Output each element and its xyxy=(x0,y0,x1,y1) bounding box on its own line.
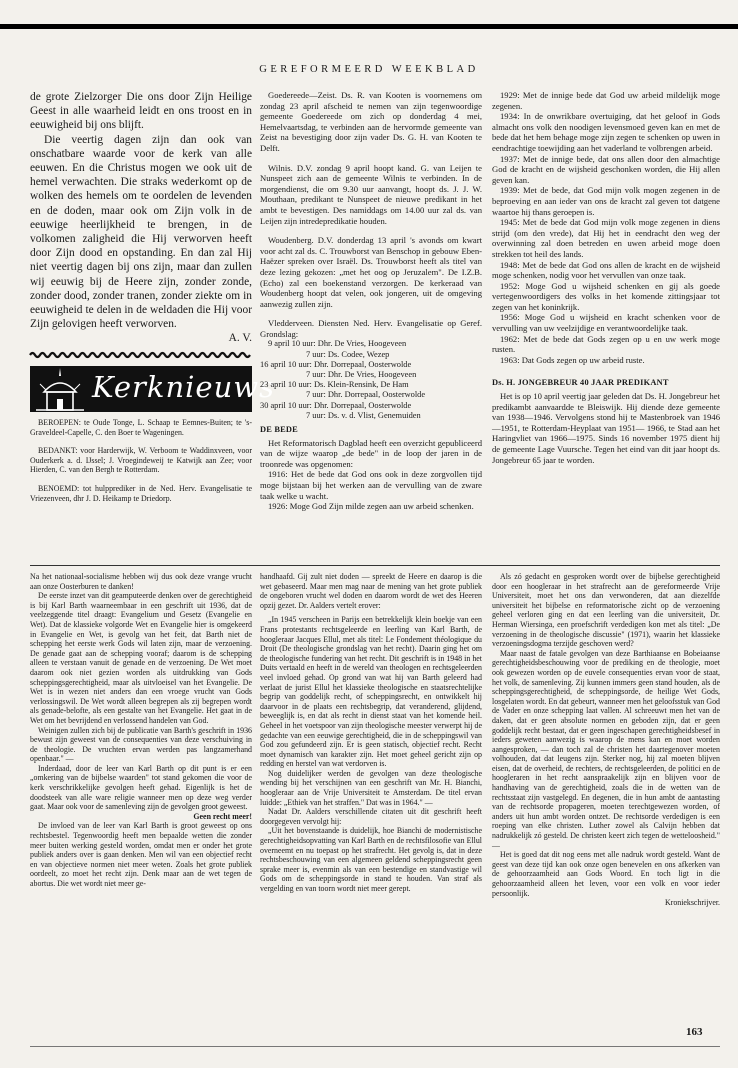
meditation-signature: A. V. xyxy=(228,332,252,345)
bede-entry: 1962: Met de bede dat Gods zegen op u en uw werk moge rusten. xyxy=(492,333,720,355)
chronicle-column-2 xyxy=(260,572,482,894)
church-news-column xyxy=(260,90,482,512)
jubilee-heading: Ds. H. JONGEBREUR 40 JAAR PREDIKANT xyxy=(492,378,669,388)
chronicle-paragraph: „Uit het bovenstaande is duidelijk, hoe Bianchi de modernistische gerechtigheidsopvatting van Karl Barth en de rechtsfilosofie van Ellul overneemt en nu toepast op het strafrecht. Het gevolg is, dat in deze rechtsbeschouwing van een algemeen geldend scheppingsrecht geen sprake meer is, evenmin als van een bestendige en standvastige wil Gods om de scheppingsorde in stand te houden. Van straf als vergelding en van toorn wordt niet meer gerept. xyxy=(260,826,482,893)
bede-paragraph: 1926: Moge God Zijn milde zegen aan uw arbeid schenken. xyxy=(268,501,474,512)
kerknieuws-item: BENOEMD: tot hulpprediker in de Ned. Herv. Evangelisatie te Vriezenveen, dhr J. D. Heikamp te Driedorp. xyxy=(30,483,252,503)
bede-paragraph: Het Reformatorisch Dagblad heeft een overzicht gepubliceerd van de wijze waarop „de bede" in de loop der jaren in de troonrede was opgenomen: xyxy=(260,437,482,469)
chronicle-paragraph: De invloed van de leer van Karl Barth is groot geweest op ons rechtsbestel. Tegenwoordig heeft men bepaalde wetten die zonder meer buiten werking gesteld worden, omdat men er onder het grote publiek anders over is gaan denken. Men wil van een objectief recht en van objectieve normen niet meer weten. Zoals het grote publiek oordeelt, zo moet het recht zijn. Denk maar aan de wet tegen de abortus. Die wet wordt niet meer ge- xyxy=(30,821,252,888)
chronicle-paragraph: Weinigen zullen zich bij de publicatie van Barth's geschrift in 1936 bewust zijn geweest van de consequenties van deze verschuiving in de theologie. De vruchten ervan werden pas langzamerhand openbaar." — xyxy=(30,725,252,764)
schedule-line: 7 uur: Ds. v. d. Vlist, Genemuiden xyxy=(306,410,421,420)
bede-list-column xyxy=(492,90,720,465)
bede-entry: 1945: Met de bede dat God mijn volk moge zegenen in diens strijd (om den vrede), dat Hij het in eendracht den weg der overwinning zal doen betreden en uwen arbeid moge doen strekken tot heil des lands. xyxy=(492,217,720,259)
page-number: 163 xyxy=(686,1026,703,1038)
bede-entry: 1948: Met de bede dat God ons allen de kracht en de wijsheid moge schenken, nodig voor het vervullen van onze taak. xyxy=(492,259,720,281)
chronicle-paragraph: „In 1945 verscheen in Parijs een betrekkelijk klein boekje van een Frans protestants rechtsgeleerde en leerling van Karl Barth, de hoogleraar Jacques Ellul, met als titel: Le Fondement théologique du Droit (De theologische grondslag van het recht). Daarin ging het om de theologische fundering van het recht. Dit geschrift is in 1948 in het Duits vertaald en heeft in de wereld van theologen en rechtsgeleerden veel invloed gehad. Op grond van wat hij van Barth geleerd had verlaat de jurist Ellul het klassieke theologische en staatsrechtelijke begrip van goddelijk recht, of scheppingsrecht, en ontwikkelt hij daarvoor in de plaats een rechtsbegrip, dat veranderend, glijdend, beweeglijk is, en dat als recht in dienst staat van het komende heil. Geheel in het voetspoor van zijn theologische meester verwerpt hij de gedachte van een eeuwige gerechtigheid, die in de scheppingswil van God zou gefundeerd zijn. Er is geen statisch, objectief recht. Recht moet dynamisch van karakter zijn. Het moet geheel gericht zijn op redding en herstel van wat verdorven is. xyxy=(260,615,482,769)
meditation-paragraph: Die veertig dagen zijn dan ook van onschatbare waarde voor de kerk van alle eeuwen. En die Christus mogen we ook uit de hemel verwachten. Die straks wederkomt op de wolken des hemels om te oordelen de levenden en de doden, maar ook om Zijn volk in de eeuwige heerlijkheid te brengen, in de volkomen zaligheid die Hij verworven heeft door Zijn dood en opstanding. En dan zal Hij niet veertig dagen bij ons zijn, maar dan zullen wij eeuwig bij de Heere zijn, zonder zonde, zonder dood, zonder tranen, zonder ziekte om in eeuwigheid te delen in de weldaden die Hij voor Zijn gelovigen heeft verworven. xyxy=(30,133,252,331)
chronicle-paragraph: Nog duidelijker werden de gevolgen van deze theologische wending bij het verschijnen van een geschrift van Mr. H. Bianchi, hoogleraar aan de Vrije Universiteit te Amsterdam. De titel ervan luidde: „Ethiek van het straffen." Dat was in 1964." — xyxy=(260,768,482,807)
bede-paragraph: 1916: Het de bede dat God ons ook in deze zorgvollen tijd moge bijstaan bij het werken aan de vervulling van de zware taak welke u wacht. xyxy=(260,469,482,501)
kerknieuws-item: BEROEPEN: te Oude Tonge, L. Schaap te Eemnes-Buiten; te 's-Graveldeel-Capelle, C. den Boer te Wageningen. xyxy=(30,418,252,437)
church-icon xyxy=(32,366,88,412)
schedule-line: 7 uur: Dhr. De Vries, Hoogeveen xyxy=(306,370,417,380)
chronicle-subheading: Geen recht meer! xyxy=(193,811,252,821)
page-header: GEREFORMEERD WEEKBLAD xyxy=(259,64,479,75)
schedule-line: 30 april 10 uur: Dhr. Dorrepaal, Oosterwolde xyxy=(260,400,412,410)
schedule-line: 16 april 10 uur: Dhr. Dorrepaal, Oosterwolde xyxy=(260,359,412,369)
kerknieuws-logo xyxy=(30,366,275,412)
schedule-line: 9 april 10 uur: Dhr. De Vries, Hoogeveen xyxy=(268,339,407,349)
bede-entry: 1956: Moge God u wijsheid en kracht schenken voor de vervulling van uw veelzijdige en verantwoordelijke taak. xyxy=(492,312,720,334)
chronicle-paragraph: Nadat Dr. Aalders verschillende citaten uit dit geschrift heeft doorgegeven vervolgt hij: xyxy=(260,807,482,826)
news-vledderveen: Vledderveen. Diensten Ned. Herv. Evangelisatie op Geref. Grondslag: xyxy=(260,318,482,339)
chronicle-paragraph: Na het nationaal-socialisme hebben wij dus ook deze vrange vrucht aan onze Oosterburen te danken! xyxy=(30,572,252,591)
schedule-line: 23 april 10 uur: Ds. Klein-Rensink, De Ham xyxy=(260,380,409,390)
chronicle-paragraph: De eerste inzet van dit geamputeerde denken over de gerechtigheid is bij Karl Barth waarneembaar in een geschrift uit 1936, dat de veelzeggende titel draagt: Evangelium und Gesetz (Evangelie en Wet). Dat de klassieke volgorde Wet en Evangelie hier is omgekeerd in Evangelie en Wet, is gevolg van het feit, dat Barth niet de schepping het eerste werk Gods wil laten zijn, maar de verzoening. De genade gaat aan de schepping vooraf; daarom is de schepping alleen te verstaan vanuit de genade en de verzoening. De Wet moet daarom ook niet gezien worden als uitdrukking van Gods scheppingsgerechtigheid, maar als uitvloeisel van het Evangelie. De Wet is in wezen niet anders dan een vroege vrucht van Gods verlossingswil. De Wet wordt alleen begrepen als zij begrepen wordt als genade-belofte, als een gestalte van het Evangelie. Het gaat in de Wet om het bevrijdend en verlossend handelen van God. xyxy=(30,591,252,725)
kerknieuws-column xyxy=(30,418,252,503)
service-schedule xyxy=(260,339,482,421)
kerknieuws-logo-text: Kerknieuws xyxy=(92,370,275,404)
jubilee-paragraph: Het is op 10 april veertig jaar geleden dat Ds. H. Jongebreur het predikambt aanvaardde te Bleiswijk. Hij diende deze gemeente van 1938—1946. Vervolgens stond hij te Mastenbroek van 1946—1951, te Rotterdam-Heyplaat van 1951— 1966, te Stad aan het Haringvliet van 1966—1975. Sinds 16 november 1975 dient hij de gemeente Lage Vuursche. Tegen het eind van dit jaar hoopt ds. Jongebreur 65 jaar te worden. xyxy=(492,391,720,465)
bede-entry: 1934: In de onwrikbare overtuiging, dat het geloof in Gods almacht ons volk den noodigen levensmoed geven kan en met de bede dat het hem behage moge zijn zegen te schenken op uwen in eendrachtige toewijding aan het vaderland te volbrengen arbeid. xyxy=(492,111,720,153)
bede-entry: 1952: Moge God u wijsheid schenken en gij als goede vertegenwoordigers des volks in het komende zittingsjaar tot zegen van het koninkrijk. xyxy=(492,280,720,312)
wavy-divider xyxy=(30,351,252,359)
bede-heading: DE BEDE xyxy=(260,425,298,435)
chronicle-paragraph: Inderdaad, door de leer van Karl Barth op dit punt is er een „omkering van de bijbelse waarden" tot stand gekomen die voor de kerk verschrikkelijke gevolgen heeft gehad. Eigenlijk is het de doodsteek van alle ware religie wanneer men op deze weg verder gaat. Maar ook voor de samenleving zijn de gevolgen groot geweest. xyxy=(30,763,252,812)
bede-entry: 1939: Met de bede, dat God mijn volk mogen zegenen in de beproeving en aan ieder van ons de kracht zal geven tot datgene waartoe hij thans geroepen is. xyxy=(492,185,720,217)
top-rule xyxy=(0,24,738,29)
news-wilnis: Wilnis. D.V. zondag 9 april hoopt kand. G. van Leijen te Nunspeet zich aan de gemeente Wilnis te verbinden. In de morgendienst, die om 9.30 uur aanvangt, hoopt ds. J. J. W. Mouthaan, predikant te Nunspeet de nieuwe predikant in het ambt te bevestigen. Des namiddags om 14.00 uur zal ds. van Leijen zijn intredepredikatie houden. xyxy=(260,162,482,226)
news-woudenberg: Woudenberg. D.V. donderdag 13 april 's avonds om kwart voor acht zal ds. C. Trouwborst van Benschop in gebouw Eben-Haëzer spreken over Israël. Ds. Trouwborst heeft als titel van deze lezing gekozen: „met het oog op Jeruzalem". De I.Z.B. (Echo) zal een boekenstand verzorgen. De kerkeraad van Woudenberg hoopt dat velen, ook jongeren, uit de omgeving aanwezig zullen zijn. xyxy=(260,235,482,309)
chronicle-paragraph: Als zó gedacht en gesproken wordt over de bijbelse gerechtigheid door een hoogleraar in het strafrecht aan de gereformeerde Vrije Universiteit, moet het ons dan verwonderen, dat aan diezelfde universiteit het bijbelse en reformatorische zicht op de verzoening geheel verloren ging en dat een leerling van die universiteit, Dr. Herman Wiersinga, een proefschrift verdedigen kon met als titel: „De verzoening in de theologische discussie" (1971), waarin het klassieke verzoeningsdogma terzijde geschoven werd? xyxy=(492,572,720,649)
kerknieuws-item: BEDANKT: voor Harderwijk, W. Verboom te Waddinxveen, voor Ouderkerk a. d. IJssel; J. Vroegindeweij te Katwijk aan Zee; voor Hierden, C. van den Bergh te Rotterdam. xyxy=(30,446,252,475)
news-goedereede: Goedereede—Zeist. Ds. R. van Kooten is voornemens om zondag 23 april afscheid te nemen van zijn tegenwoordige gemeente Goedereede om zich op donderdag 4 mei, Hemelvaartsdag, te verbinden aan de hervormde gemeente van Zeist na bevestiging door zijn vader Ds. G. H. van Kooten te Delft. xyxy=(260,90,482,153)
schedule-line: 7 uur: Dhr. Dorrepaal, Oosterwolde xyxy=(306,390,426,400)
chronicle-column-1 xyxy=(30,572,252,889)
schedule-line: 7 uur: Ds. Codee, Wezep xyxy=(306,349,390,359)
footer-rule xyxy=(30,1046,720,1047)
meditation-column xyxy=(30,90,252,346)
chronicle-paragraph: Het is goed dat dit nog eens met alle nadruk wordt gesteld. Want de geest van deze tijd kan ook onze ogen benevelen en ons afkerken van de gehoorzaamheid aan Gods Woord. En toch ligt in die gehoorzaamheid alleen het leven, voor een volk en voor ieder persoonlijk. xyxy=(492,850,720,898)
meditation-paragraph: de grote Zielzorger Die ons door Zijn Heilige Geest in alle waarheid leidt en ons troost en in eeuwigheid bij ons blijft. xyxy=(30,91,252,132)
chronicle-paragraph: Maar naast de fatale gevolgen van deze Barthiaanse en Bobeiaanse gerechtigheidsbeschouwing voor de prediking en de theologie, moet ook gewezen worden op de euvele consequenties ervan voor de staat, het volk, de samenleving. Zij kunnen immers geen stand houden, als de scheppingsgerechtigheid, de scheppingsorde, de heilige Wet Gods, losgelaten wordt. En dat gebeurt, wanneer men het geloofsstuk van God de Vader en onze schepping laat vallen. Al schreeuwt men het van de daken, dat er geen absolute normen en geboden zijn, dat er geen goddelijk recht bestaat, dat er geen ingeschapen gerechtigheidsbesef in ieders geweten aanwezig is waarop de mens kan en moet worden aangesproken, — dan toch zal de christen het daartegenover moeten volhouden, dat dat leugens zijn. Sterker nog, hij zal moeten blijven eisen, dat de overheid, de rechters, de rechtsgeleerden, de politici en de hoogleraren in het recht aanspraakelijk zijn en blijven voor de handhaving van de gerechtigheid, zoals die in de wetten van de rechtsstaat zijn vastgelegd. En degenen, die in hun ambt de aantasting van de rechtsorde propageren, moeten terechtgewezen worden, of anders uit hun ambt worden ontzet. De rechtsorde verdedigen is een roeping van elke christen. Luther zowel als Calvijn hebben dat nadrukkelijk zó gesteld. De christen keert zich tegen de wetteloosheid." — xyxy=(492,648,720,850)
bede-entry: 1929: Met de innige bede dat God uw arbeid mildelijk moge zegenen. xyxy=(492,90,720,111)
bede-entry: 1937: Met de innige bede, dat ons allen door den almachtige God de kracht en de wijsheid geschonken worden, die Hij allen geven kan. xyxy=(492,153,720,185)
chronicle-signature: Kroniekschrijver. xyxy=(665,898,720,908)
chronicle-column-3 xyxy=(492,572,720,908)
bede-entry: 1963: Dat Gods zegen op uw arbeid ruste. xyxy=(500,354,645,365)
chronicle-paragraph: handhaafd. Gij zult niet doden — spreekt de Heere en daarop is die wet gebaseerd. Maar men mag naar de mening van het grote publiek de ongeboren vrucht wel doden en daarom wordt de wet des Heeren opzij gezet. Dr. Aalders vertelt erover: xyxy=(260,572,482,610)
section-divider xyxy=(30,565,720,566)
